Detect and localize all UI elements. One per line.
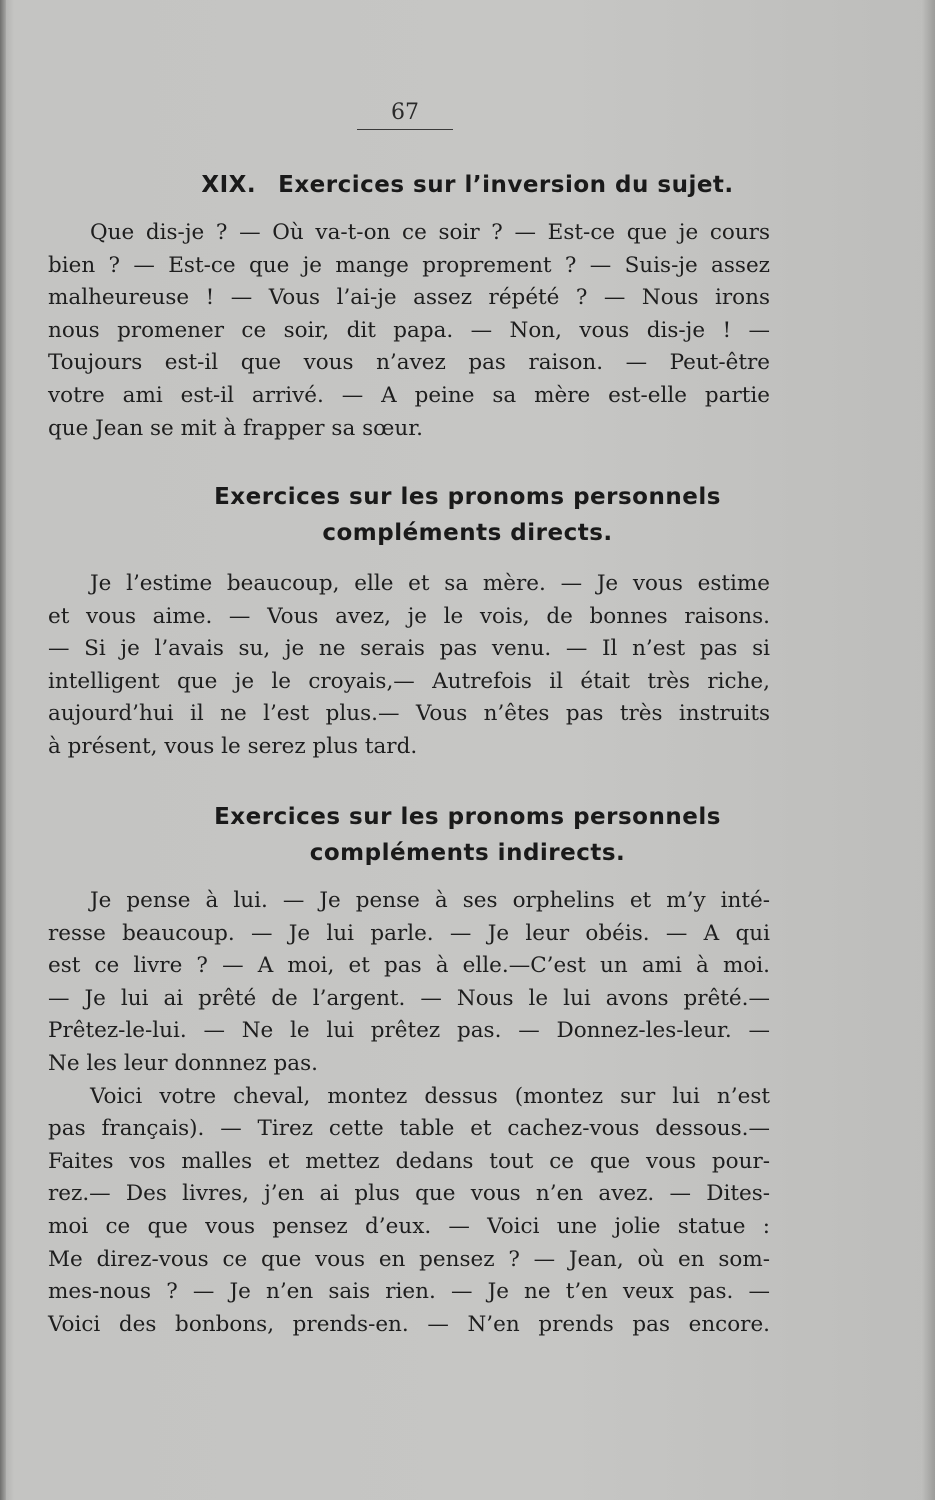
page-spine-shadow bbox=[0, 0, 6, 1500]
text-line: pas français). — Tirez cette table et cachez-vous dessous.— bbox=[48, 1116, 770, 1142]
text-line: à présent, vous le serez plus tard. bbox=[48, 733, 418, 759]
text-line: Que dis-je ? — Où va-t-on ce soir ? — Est-ce que je cours bbox=[90, 220, 770, 245]
text-line: mes-nous ? — Je n’en sais rien. — Je ne t’en veux pas. — bbox=[48, 1279, 770, 1305]
text-line: — Si je l’avais su, je ne serais pas venu. — Il n’est pas si bbox=[48, 636, 770, 662]
paragraph bbox=[48, 885, 770, 1341]
text-line: que Jean se mit à frapper sa sœur. bbox=[48, 415, 423, 441]
text-line: Toujours est-il que vous n’avez pas raison. — Peut-être bbox=[48, 350, 770, 376]
text-line: Je pense à lui. — Je pense à ses orphelins et m’y inté- bbox=[90, 888, 770, 913]
section-heading-indirect-objects bbox=[0, 799, 935, 871]
text-line: moi ce que vous pensez d’eux. — Voici une jolie statue : bbox=[48, 1213, 770, 1239]
text-line: Voici des bonbons, prends-en. — N’en prends pas encore. bbox=[48, 1311, 770, 1337]
paragraph bbox=[48, 217, 770, 445]
text-line: intelligent que je le croyais,— Autrefois il était très riche, bbox=[48, 668, 770, 694]
page-edge-shadow bbox=[921, 0, 935, 1500]
text-line: Prêtez-le-lui. — Ne le lui prêtez pas. — Donnez-les-leur. — bbox=[48, 1018, 770, 1044]
text-line: Faites vos malles et mettez dedans tout ce que vous pour- bbox=[48, 1148, 770, 1174]
text-line: aujourd’hui il ne l’est plus.— Vous n’êtes pas très instruits bbox=[48, 701, 770, 727]
text-line: et vous aime. — Vous avez, je le vois, de bonnes raisons. bbox=[48, 603, 770, 629]
text-line: est ce livre ? — A moi, et pas à elle.—C’est un ami à moi. bbox=[48, 953, 770, 979]
section-heading-inversion bbox=[0, 167, 935, 203]
text-line: Voici votre cheval, montez dessus (montez sur lui n’est bbox=[90, 1083, 770, 1109]
text-line: nous promener ce soir, dit papa. — Non, vous dis-je ! — bbox=[48, 317, 770, 343]
heading-line: Exercices sur les pronoms personnels bbox=[214, 804, 721, 830]
text-line: votre ami est-il arrivé. — A peine sa mère est-elle partie bbox=[48, 382, 770, 408]
text-line: resse beaucoup. — Je lui parle. — Je leur obéis. — A qui bbox=[48, 920, 770, 946]
page-number: 67 bbox=[357, 100, 453, 130]
text-line: Ne les leur donnnez pas. bbox=[48, 1050, 318, 1076]
heading-line: Exercices sur les pronoms personnels bbox=[214, 484, 721, 510]
text-line: bien ? — Est-ce que je mange proprement ? — Suis-je assez bbox=[48, 252, 770, 278]
heading-line: compléments indirects. bbox=[309, 840, 626, 866]
paragraph bbox=[48, 568, 770, 764]
section-heading-direct-objects bbox=[0, 479, 935, 551]
heading-line: Exercices sur l’inversion du sujet. bbox=[278, 172, 734, 198]
text-line: malheureuse ! — Vous l’ai-je assez répété ? — Nous irons bbox=[48, 285, 770, 311]
section-number: XIX. bbox=[201, 172, 257, 198]
text-line: Je l’estime beaucoup, elle et sa mère. — Je vous estime bbox=[90, 571, 770, 596]
text-line: — Je lui ai prêté de l’argent. — Nous le lui avons prêté.— bbox=[48, 985, 770, 1011]
text-line: rez.— Des livres, j’en ai plus que vous n’en avez. — Dites- bbox=[48, 1181, 770, 1207]
heading-line: compléments directs. bbox=[322, 520, 613, 546]
text-line: Me direz-vous ce que vous en pensez ? — Jean, où en som- bbox=[48, 1246, 770, 1272]
